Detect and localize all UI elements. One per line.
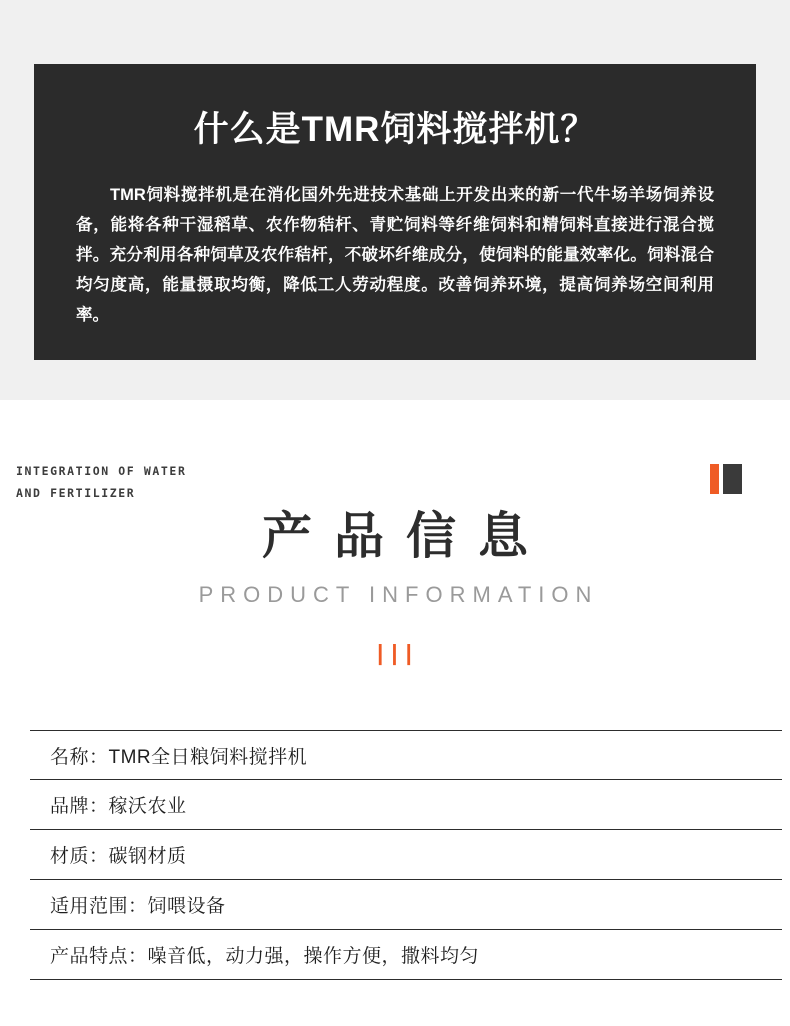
spec-text: 品牌：稼沃农业 (50, 796, 187, 817)
section-title-en: PRODUCT INFORMATION (198, 582, 599, 607)
list-item (30, 830, 782, 880)
spec-text: 产品特点：噪音低，动力强，操作方便，撒料均匀 (50, 946, 480, 967)
spec-text: 适用范围：饲喂设备 (50, 896, 226, 917)
list-item (30, 930, 782, 980)
list-item (30, 880, 782, 930)
section-title-cn: 产品信息 (262, 508, 550, 564)
orange-bar-icon (710, 464, 719, 494)
intro-card (34, 64, 756, 360)
list-item (30, 730, 782, 780)
spec-text: 材质：碳钢材质 (50, 846, 187, 867)
spec-text: 名称：TMR全日粮饲料搅拌机 (50, 746, 308, 768)
corner-bars-decoration (710, 464, 742, 494)
spec-list (30, 730, 782, 980)
eyebrow-line-2: AND FERTILIZER (16, 486, 136, 500)
intro-band (0, 0, 790, 400)
dark-bar-icon (723, 464, 742, 494)
divider-mark-icon: | | | (377, 640, 413, 665)
list-item (30, 780, 782, 830)
intro-body: TMR饲料搅拌机是在消化国外先进技术基础上开发出来的新一代牛场羊场饲养设备，能将各种干湿稻草、农作物秸杆、青贮饲料等纤维饲料和精饲料直接进行混合搅拌。充分利用各种饲草及农作秸杆，不破坏纤维成分，使饲料的能量效率化。饲料混合均匀度高，能量摄取均衡，降低工人劳动程度。改善饲养环境，提高饲养场空间利用率。 (76, 186, 714, 324)
product-information-section (0, 400, 790, 1026)
eyebrow-line-1: INTEGRATION OF WATER (16, 464, 187, 478)
intro-title: 什么是TMR饲料搅拌机？ (193, 110, 597, 149)
